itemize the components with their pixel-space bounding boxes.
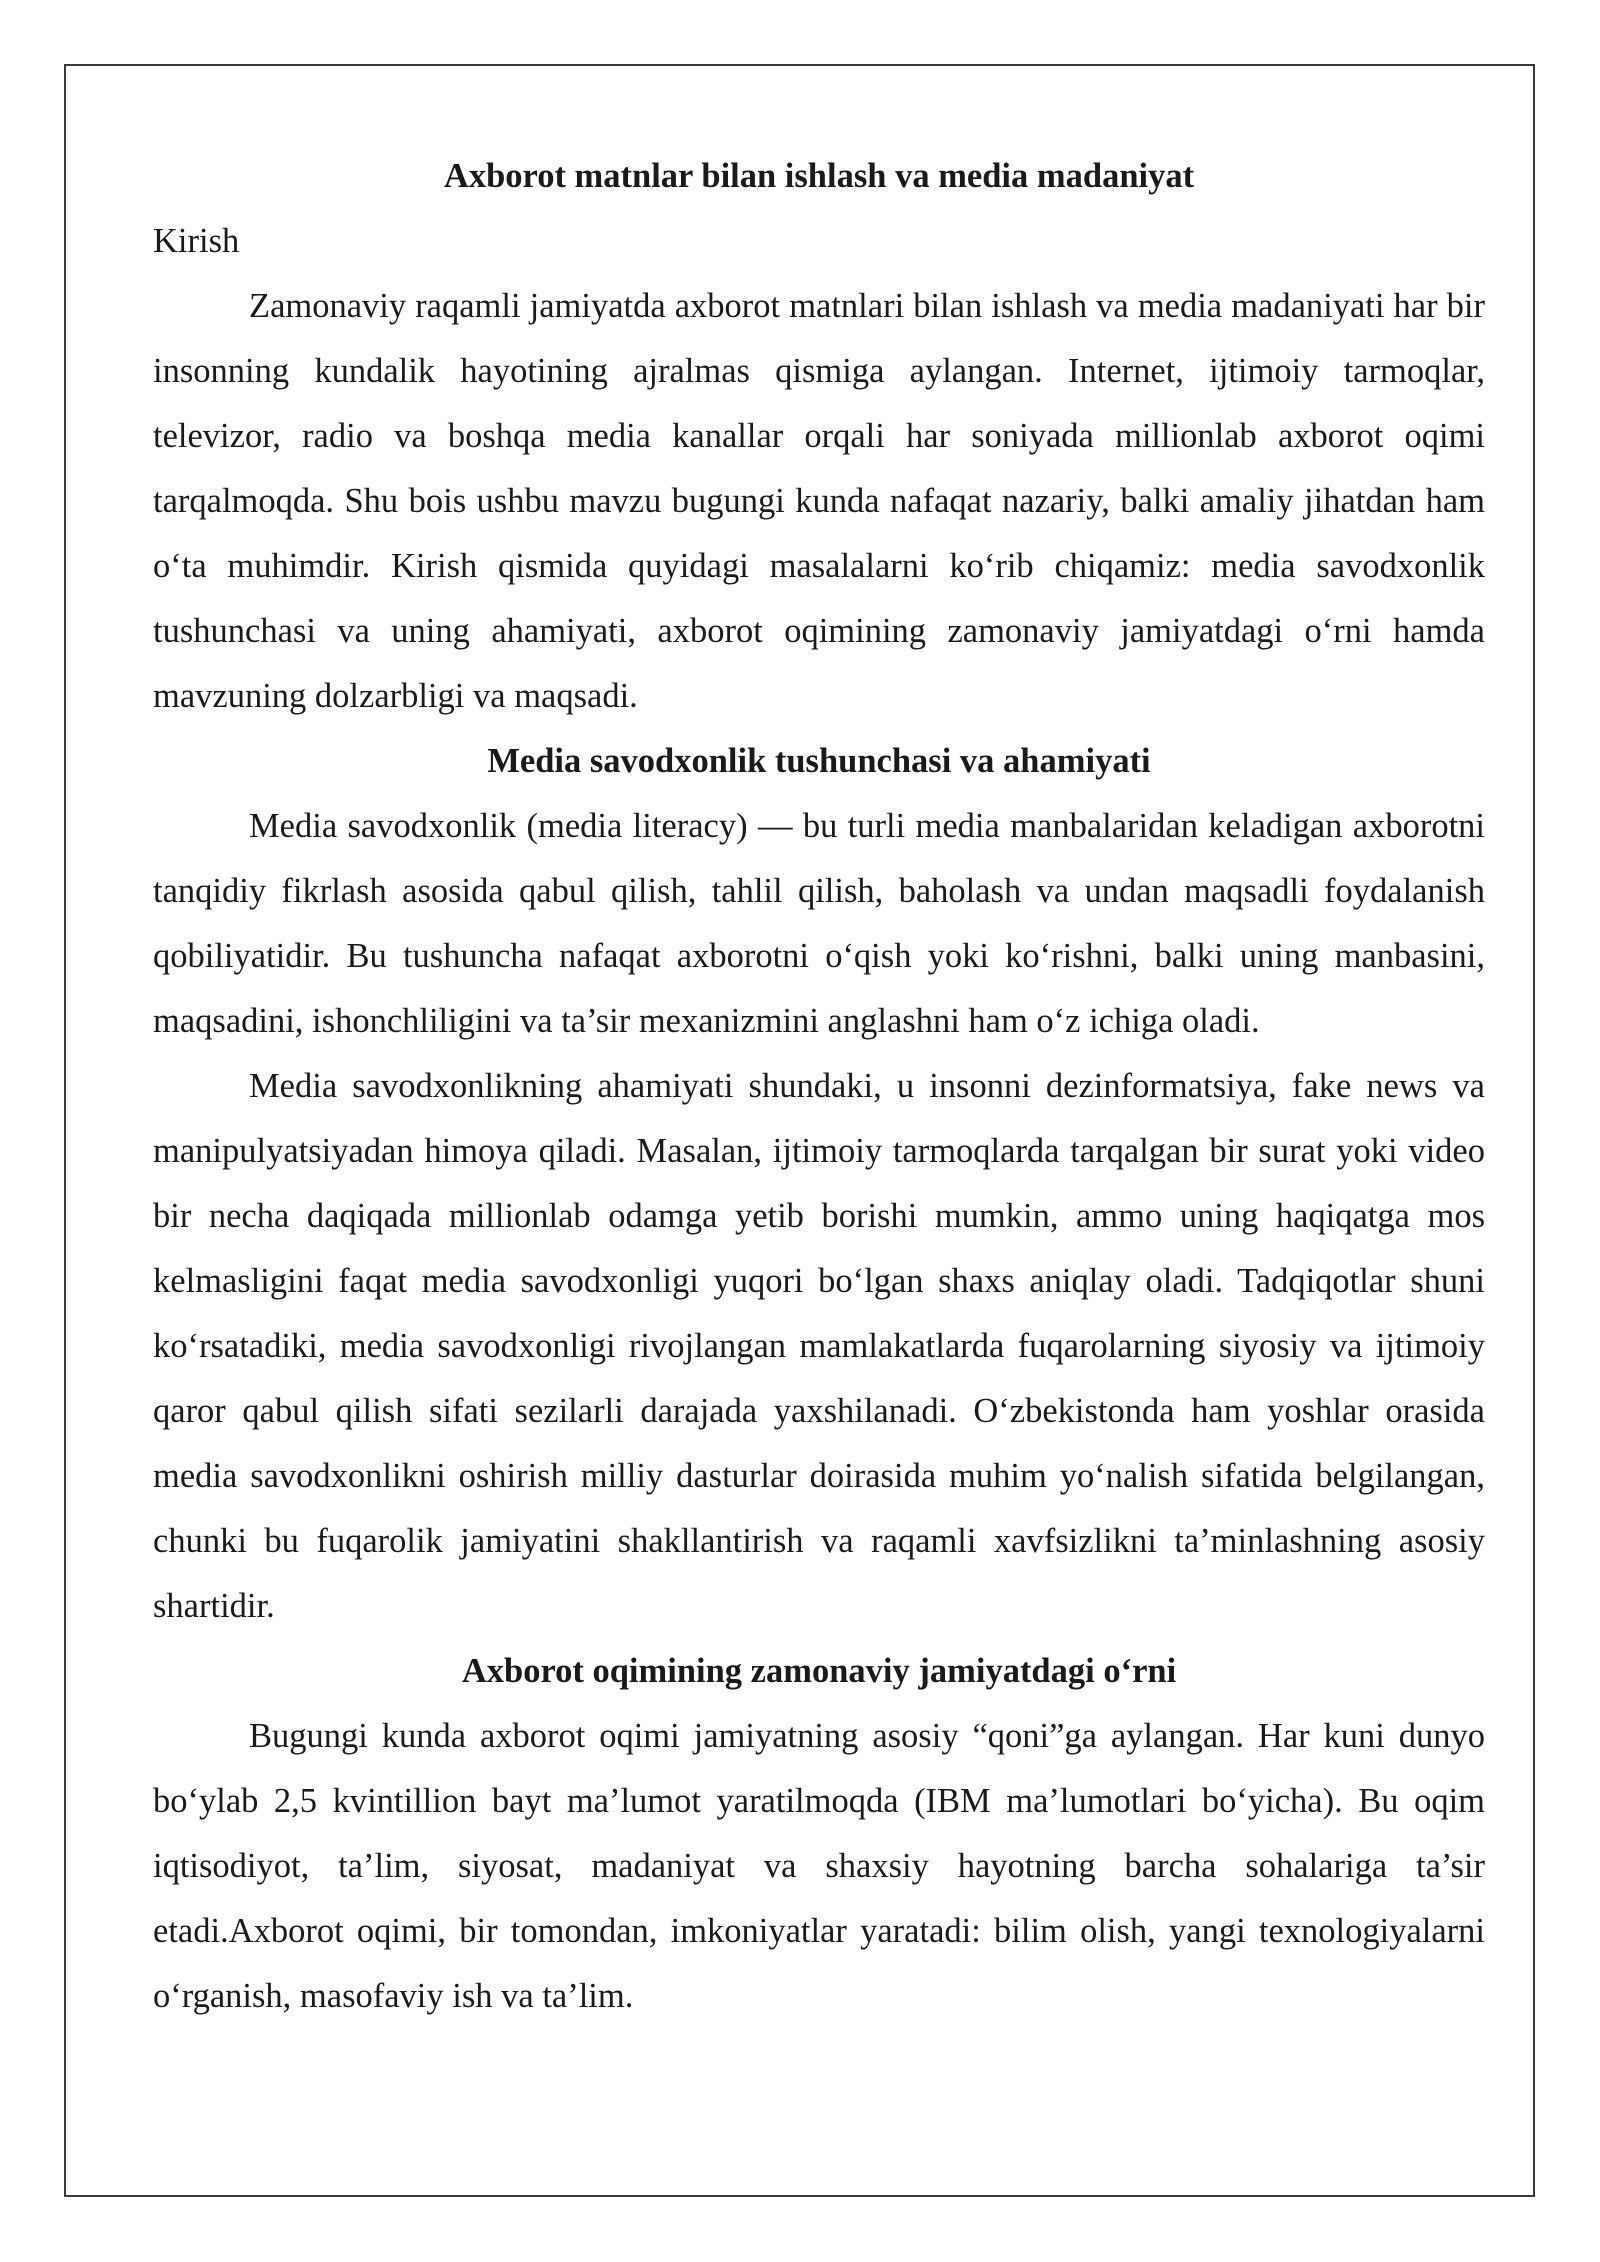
document-body	[153, 144, 1485, 2029]
paragraph-media-literacy-definition: Media savodxonlik (media literacy) — bu turli media manbalaridan keladigan axborotni tanqidiy fikrlash asosida qabul qilish, tahlil qilish, baholash va undan maqsadli foydalanish qobiliyatidir. Bu tushuncha nafaqat axborotni o‘qish yoki ko‘rishni, balki uning manbasini, maqsadini, ishonchliligini va ta’sir mexanizmini anglashni ham o‘z ichiga oladi.	[153, 807, 1485, 1040]
document-title: Axborot matnlar bilan ishlash va media madaniyat	[443, 157, 1195, 195]
intro-label: Kirish	[153, 222, 240, 260]
section-heading-media-literacy: Media savodxonlik tushunchasi va ahamiyati	[487, 742, 1151, 780]
section-heading-information-flow: Axborot oqimining zamonaviy jamiyatdagi o‘rni	[461, 1652, 1177, 1690]
paragraph-media-literacy-importance: Media savodxonlikning ahamiyati shundaki, u insonni dezinformatsiya, fake news va manipulyatsiyadan himoya qiladi. Masalan, ijtimoiy tarmoqlarda tarqalgan bir surat yoki video bir necha daqiqada millionlab odamga yetib borishi mumkin, ammo uning haqiqatga mos kelmasligini faqat media savodxonligi yuqori bo‘lgan shaxs aniqlay oladi. Tadqiqotlar shuni ko‘rsatadiki, media savodxonligi rivojlangan mamlakatlarda fuqarolarning siyosiy va ijtimoiy qaror qabul qilish sifati sezilarli darajada yaxshilanadi. O‘zbekistonda ham yoshlar orasida media savodxonlikni oshirish milliy dasturlar doirasida muhim yo‘nalish sifatida belgilangan, chunki bu fuqarolik jamiyatini shakllantirish va raqamli xavfsizlikni ta’minlashning asosiy shartidir.	[153, 1067, 1485, 1625]
paragraph-intro: Zamonaviy raqamli jamiyatda axborot matnlari bilan ishlash va media madaniyati har bir insonning kundalik hayotining ajralmas qismiga aylangan. Internet, ijtimoiy tarmoqlar, televizor, radio va boshqa media kanallar orqali har soniyada millionlab axborot oqimi tarqalmoqda. Shu bois ushbu mavzu bugungi kunda nafaqat nazariy, balki amaliy jihatdan ham o‘ta muhimdir. Kirish qismida quyidagi masalalarni ko‘rib chiqamiz: media savodxonlik tushunchasi va uning ahamiyati, axborot oqimining zamonaviy jamiyatdagi o‘rni hamda mavzuning dolzarbligi va maqsadi.	[153, 287, 1485, 715]
paragraph-information-flow: Bugungi kunda axborot oqimi jamiyatning asosiy “qoni”ga aylangan. Har kuni dunyo bo‘ylab 2,5 kvintillion bayt ma’lumot yaratilmoqda (IBM ma’lumotlari bo‘yicha). Bu oqim iqtisodiyot, ta’lim, siyosat, madaniyat va shaxsiy hayotning barcha sohalariga ta’sir etadi.Axborot oqimi, bir tomondan, imkoniyatlar yaratadi: bilim olish, yangi texnologiyalarni o‘rganish, masofaviy ish va ta’lim.	[153, 1717, 1485, 2015]
